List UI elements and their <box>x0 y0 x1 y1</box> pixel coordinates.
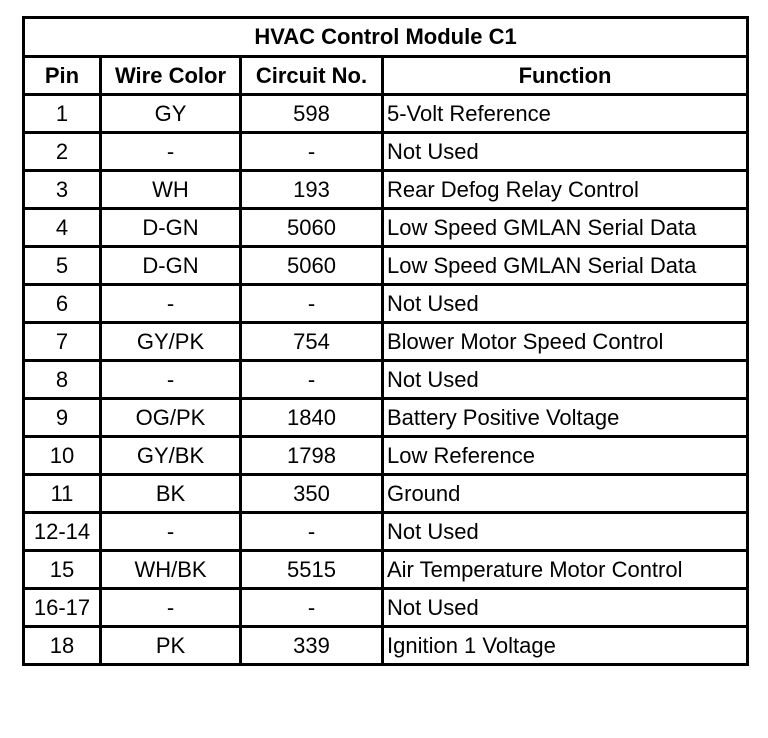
pin-cell: 7 <box>24 323 101 361</box>
circuit-number-cell: 339 <box>241 627 383 665</box>
table-row <box>24 133 748 171</box>
wire-color-cell: WH <box>101 171 241 209</box>
function-cell: Not Used <box>383 285 748 323</box>
function-cell: Not Used <box>383 589 748 627</box>
pin-cell: 6 <box>24 285 101 323</box>
wire-color-cell: BK <box>101 475 241 513</box>
header-function: Function <box>383 57 748 95</box>
table-row <box>24 551 748 589</box>
header-pin: Pin <box>24 57 101 95</box>
pin-cell: 16-17 <box>24 589 101 627</box>
wire-color-cell: - <box>101 513 241 551</box>
connector-pinout-table <box>22 16 749 666</box>
wire-color-cell: D-GN <box>101 209 241 247</box>
wire-color-cell: PK <box>101 627 241 665</box>
table-title: HVAC Control Module C1 <box>24 18 748 57</box>
table-row <box>24 247 748 285</box>
table-row <box>24 513 748 551</box>
table-row <box>24 627 748 665</box>
function-cell: Low Speed GMLAN Serial Data <box>383 247 748 285</box>
circuit-number-cell: 1840 <box>241 399 383 437</box>
wire-color-cell: - <box>101 589 241 627</box>
circuit-number-cell: - <box>241 513 383 551</box>
wire-color-cell: GY/PK <box>101 323 241 361</box>
function-cell: Air Temperature Motor Control <box>383 551 748 589</box>
circuit-number-cell: - <box>241 589 383 627</box>
pin-cell: 12-14 <box>24 513 101 551</box>
pin-cell: 3 <box>24 171 101 209</box>
pin-cell: 11 <box>24 475 101 513</box>
table-row <box>24 95 748 133</box>
wire-color-cell: - <box>101 361 241 399</box>
function-cell: Not Used <box>383 133 748 171</box>
table-row <box>24 589 748 627</box>
table-row <box>24 475 748 513</box>
wire-color-cell: OG/PK <box>101 399 241 437</box>
circuit-number-cell: 5515 <box>241 551 383 589</box>
circuit-number-cell: - <box>241 285 383 323</box>
table-row <box>24 437 748 475</box>
circuit-number-cell: 598 <box>241 95 383 133</box>
function-cell: Not Used <box>383 361 748 399</box>
table-row <box>24 209 748 247</box>
pin-cell: 2 <box>24 133 101 171</box>
circuit-number-cell: - <box>241 361 383 399</box>
pin-cell: 5 <box>24 247 101 285</box>
header-circuit-number: Circuit No. <box>241 57 383 95</box>
pin-cell: 15 <box>24 551 101 589</box>
circuit-number-cell: 193 <box>241 171 383 209</box>
circuit-number-cell: 5060 <box>241 209 383 247</box>
function-cell: Low Reference <box>383 437 748 475</box>
wire-color-cell: D-GN <box>101 247 241 285</box>
circuit-number-cell: 5060 <box>241 247 383 285</box>
table-row <box>24 323 748 361</box>
table-row <box>24 399 748 437</box>
wire-color-cell: GY/BK <box>101 437 241 475</box>
table-row <box>24 285 748 323</box>
wire-color-cell: - <box>101 285 241 323</box>
table-title-row <box>24 18 748 57</box>
wire-color-cell: WH/BK <box>101 551 241 589</box>
connector-table-container <box>22 16 746 666</box>
pin-cell: 10 <box>24 437 101 475</box>
function-cell: Ignition 1 Voltage <box>383 627 748 665</box>
function-cell: Low Speed GMLAN Serial Data <box>383 209 748 247</box>
header-wire-color: Wire Color <box>101 57 241 95</box>
circuit-number-cell: - <box>241 133 383 171</box>
table-row <box>24 171 748 209</box>
circuit-number-cell: 1798 <box>241 437 383 475</box>
table-body <box>24 95 748 665</box>
table-header-row <box>24 57 748 95</box>
function-cell: Rear Defog Relay Control <box>383 171 748 209</box>
function-cell: Not Used <box>383 513 748 551</box>
function-cell: 5-Volt Reference <box>383 95 748 133</box>
table-row <box>24 361 748 399</box>
function-cell: Blower Motor Speed Control <box>383 323 748 361</box>
pin-cell: 8 <box>24 361 101 399</box>
wire-color-cell: - <box>101 133 241 171</box>
pin-cell: 1 <box>24 95 101 133</box>
function-cell: Battery Positive Voltage <box>383 399 748 437</box>
pin-cell: 18 <box>24 627 101 665</box>
pin-cell: 9 <box>24 399 101 437</box>
wire-color-cell: GY <box>101 95 241 133</box>
circuit-number-cell: 754 <box>241 323 383 361</box>
pin-cell: 4 <box>24 209 101 247</box>
circuit-number-cell: 350 <box>241 475 383 513</box>
function-cell: Ground <box>383 475 748 513</box>
